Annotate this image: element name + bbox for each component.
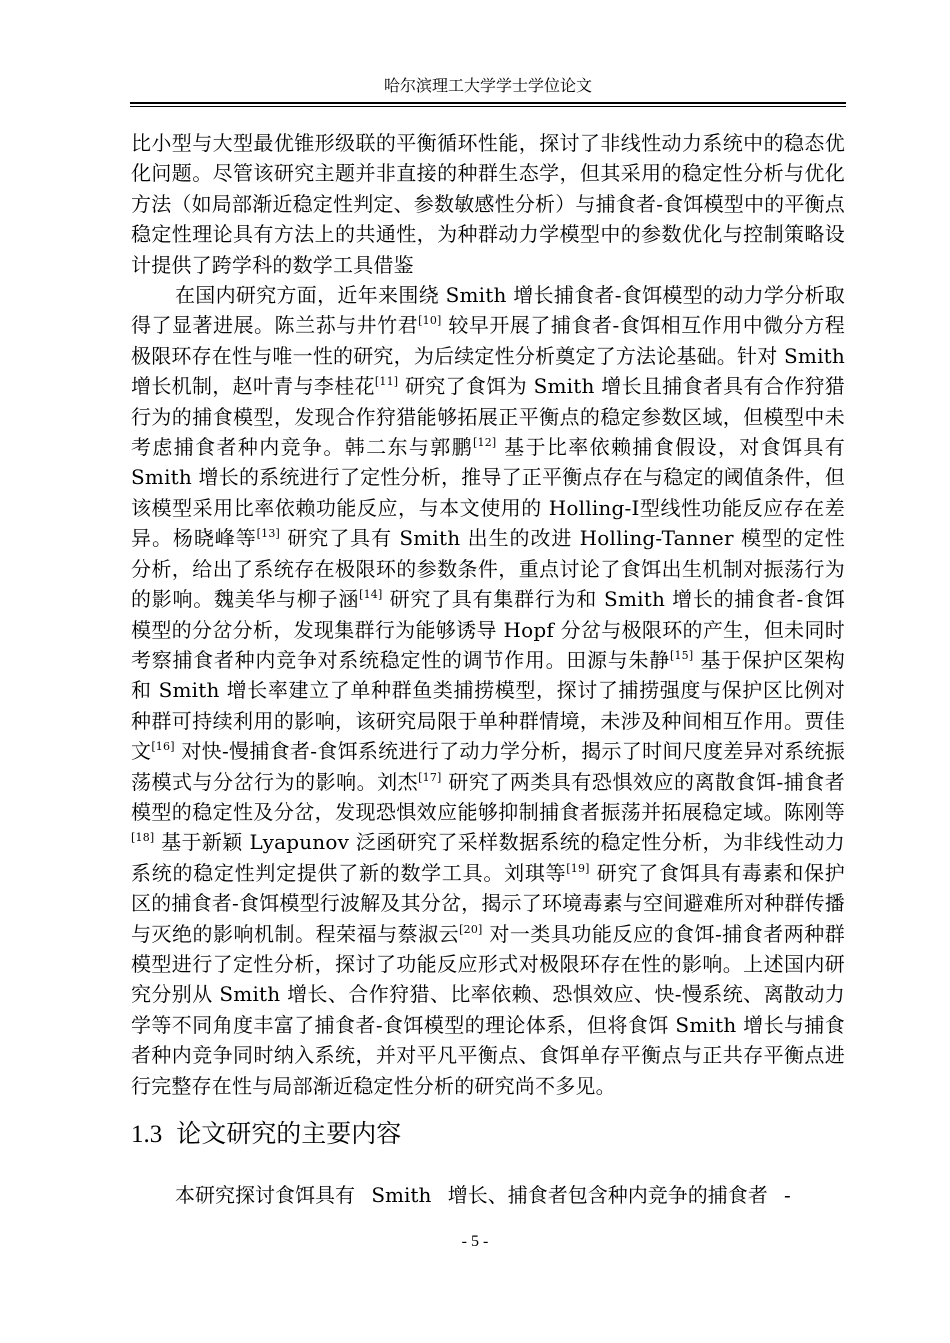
citation-11: [11] [374,375,399,389]
citation-19: [19] [566,861,590,875]
section-title: 论文研究的主要内容 [176,1119,402,1148]
text-run: 研究了两类具有恐惧效应的离散食饵-捕食者模型的稳定性及分岔，发现恐惧效应能够抑制捕食者振荡并拓展稳定域。陈刚等 [131,769,845,824]
citation-14: [14] [359,588,383,602]
text-run: 对一类具功能反应的食饵-捕食者两种群模型进行了定性分析，探讨了功能反应形式对极限环存在性的影响。上述国内研究分别从 Smith 增长、合作狩猎、比率依赖、恐惧效应、快-慢系统、离散动力学等不同角度丰富了捕食者-食饵模型的理论体系，但将食饵 Smith 增长与捕食者种内竞争同时纳入系统，并对平凡平衡点、食饵单存平衡点与正共存平衡点进行完整存在性与局部渐近稳定性分析的研究尚不多见。 [131,921,845,1098]
text-run: 研究了具有 Smith 出生的改进 Holling-Tanner 模型的定性分析，给出了系统存在极限环的参数条件，重点讨论了食饵出生机制对振荡行为的影响。魏美华与柳子涵 [131,526,845,612]
citation-16: [16] [151,740,175,754]
citation-17: [17] [418,770,442,784]
paragraph-domestic-research [131,280,845,1101]
citation-18: [18] [131,831,155,845]
header-rule [130,102,846,104]
citation-12: [12] [473,436,497,450]
citation-20: [20] [459,922,483,936]
paragraph-main-content: 本研究探讨食饵具有 Smith 增长、捕食者包含种内竞争的捕食者 - [175,1183,791,1207]
text-run: 基于保护区架构和 Smith 增长率建立了单种群鱼类捕捞模型，探讨了捕捞强度与保护区比例对种群可持续利用的影响，该研究局限于单种群情境，未涉及种间相互作用。贾佳文 [131,647,846,764]
citation-13: [13] [256,527,281,541]
citation-10: [10] [418,314,442,328]
text-run: 研究了食饵为 Smith 增长且捕食者具有合作狩猎行为的捕食模型，发现合作狩猎能够拓展正平衡点的稳定参数区域，但模型中未考虑捕食者种内竞争。韩二东与郭鹏 [131,374,845,460]
section-number: 1.3 [131,1121,163,1148]
text-run: 研究了食饵具有毒素和保护区的捕食者-食饵模型行波解及其分岔，揭示了环境毒素与空间避难所对种群传播与灭绝的影响机制。程荣福与蔡淑云 [131,860,845,946]
text-run: 较早开展了捕食者-食饵相互作用中微分方程极限环存在性与唯一性的研究，为后续定性分析奠定了方法论基础。针对 Smith 增长机制，赵叶青与李桂花 [131,313,845,399]
text-run: 对快-慢捕食者-食饵系统进行了动力学分析，揭示了时间尺度差异对系统振荡模式与分岔行为的影响。刘杰 [131,739,846,794]
citation-15: [15] [669,648,694,662]
body-text [131,128,845,1101]
header-rule-thin [130,106,846,107]
text-run: 在国内研究方面，近年来围绕 Smith 增长捕食者-食饵模型的动力学分析取得了显著进展。陈兰荪与井竹君 [131,283,845,338]
page-number: - 5 - [461,1233,489,1250]
running-header: 哈尔滨理工大学学士学位论文 [383,76,592,95]
text-run: 基于比率依赖捕食假设，对食饵具有 Smith 增长的系统进行了定性分析，推导了正平衡点存在与稳定的阈值条件，但该模型采用比率依赖功能反应，与本文使用的 Holling-I型线性功能反应存在差异。杨晓峰等 [131,435,845,551]
section-heading [131,1117,401,1152]
text-run: 研究了具有集群行为和 Smith 增长的捕食者-食饵模型的分岔分析，发现集群行为能够诱导 Hopf 分岔与极限环的产生，但未同时考察捕食者种内竞争对系统稳定性的调节作用。田源与朱静 [131,587,845,672]
text-run: 基于新颖 Lyapunov 泛函研究了采样数据系统的稳定性分析，为非线性动力系统的稳定性判定提供了新的数学工具。刘琪等 [131,830,845,885]
paragraph-continued: 比小型与大型最优锥形级联的平衡循环性能，探讨了非线性动力系统中的稳态优化问题。尽管该研究主题并非直接的种群生态学，但其采用的稳定性分析与优化方法（如局部渐近稳定性判定、参数敏感性分析）与捕食者-食饵模型中的平衡点稳定性理论具有方法上的共通性，为种群动力学模型中的参数优化与控制策略设计提供了跨学科的数学工具借鉴 [131,131,845,277]
